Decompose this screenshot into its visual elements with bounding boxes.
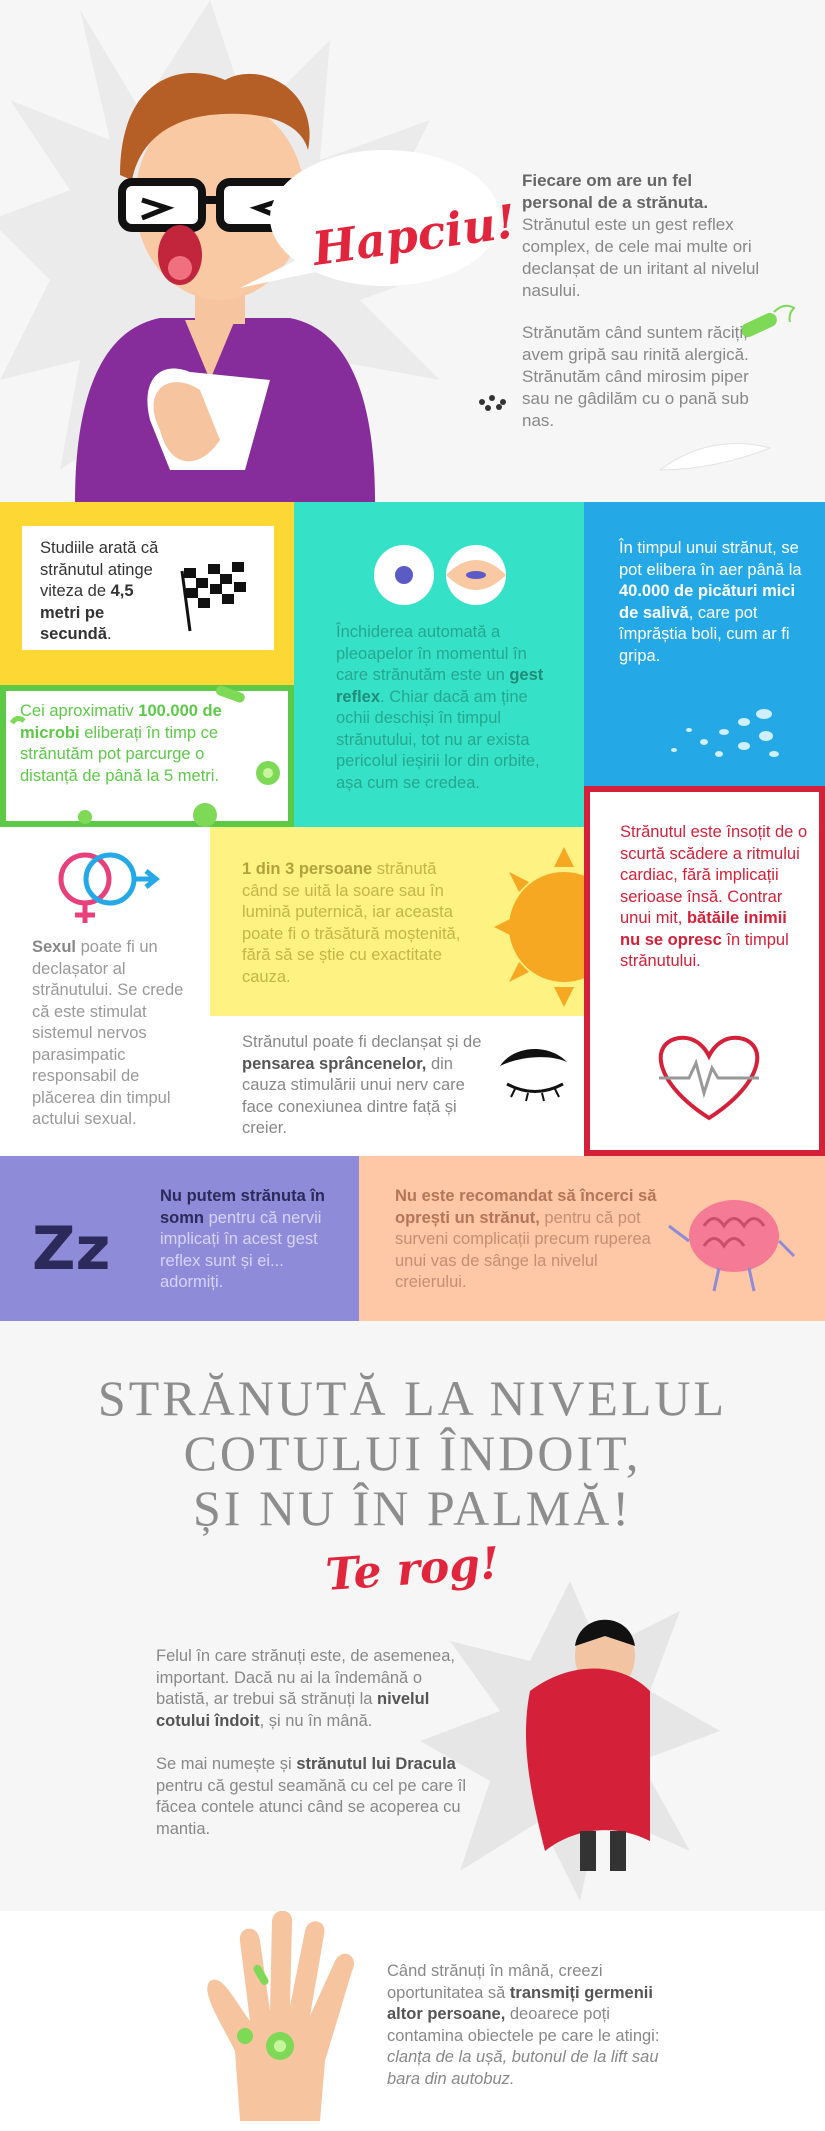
hero-section — [0, 0, 825, 502]
sneeze-exclamation: Hapciu! — [309, 194, 520, 276]
heart-text: Strănutul este însoțit de o scurtă scădere a ritmului cardiac, fără implicații serioase însă. Contrar unui mit, bătăile inimii nu se opresc în timpul strănutului. — [620, 823, 808, 970]
sex-text: Sexul poate fi un declașator al strănutului. Se crede că este stimulat sistemul nervos parasimpatic responsabil de plăcerea din timpul actului sexual. — [32, 938, 184, 1128]
elbow-section — [0, 1321, 825, 1911]
droplets-icon — [664, 702, 784, 762]
eyebrow-icon — [495, 1044, 575, 1104]
title-line-3: ȘI NU ÎN PALMĂ! — [192, 1480, 633, 1536]
intro-text — [522, 170, 762, 452]
speed-text: Studiile arată că strănutul atinge viteza de 4,5 metri pe secundă. — [40, 539, 159, 643]
saliva-card — [584, 502, 825, 786]
please-script: Te rog! — [324, 1538, 501, 1601]
microbe-icons — [0, 685, 294, 827]
eyebrows-text: Strănutul poate fi declanșat și de pensarea sprâncenelor, din cauza stimulării unui nerv care face conexiunea dintre față și creier. — [242, 1033, 482, 1137]
checkered-flag-icon — [172, 556, 252, 636]
hand-text: Când strănuți în mână, creezi oportunitatea să transmiți germenii altor persoane, deoarece poți contamina obiectele pe care le atingi: clanța de la ușă, butonul de la lift sau bara din autobuz. — [387, 1962, 660, 2088]
sleep-text: Nu putem strănuta în somn pentru că nervii implicați în acest gest reflex sunt și ei... adormiți. — [160, 1187, 326, 1291]
speed-card — [0, 502, 294, 685]
pepper-icon — [479, 395, 506, 411]
gender-symbols-icon — [50, 847, 170, 927]
hand-germs-illustration — [180, 1911, 400, 2121]
intro-paragraph-2: Strănutăm când suntem răciți, avem gripă sau rinită alergică. Strănutăm când mirosim piper sau ne gâdilăm cu o pană sub nas. — [522, 323, 749, 430]
sleep-zzz-icon: Zz — [32, 1214, 111, 1284]
dont-stop-card — [359, 1156, 825, 1321]
sex-card — [0, 827, 210, 1156]
title-line-1: STRĂNUTĂ LA NIVELUL — [97, 1370, 728, 1426]
sleep-card — [0, 1156, 359, 1321]
saliva-text: În timpul unui strănut, se pot elibera în aer până la 40.000 de picături mici de salivă, care pot împrăștia boli, cum ar fi gripa. — [619, 539, 802, 665]
sun-text: 1 din 3 persoane strănută când se uită la soare sau în lumină puternică, iar aceasta poate fi o trăsătură moștenită, fără să se știe cu exactitate cauza. — [242, 860, 461, 986]
microbes-text: Cei aproximativ 100.000 de microbi eliberați în timp ce strănutăm pot parcurge o distanță de până la 5 metri. — [20, 702, 222, 785]
heartbeat-icon — [654, 1028, 764, 1128]
brain-icon — [659, 1186, 799, 1296]
eyelids-text: Închiderea automată a pleoapelor în momentul în care strănutăm este un gest reflex. Chiar dacă am ține ochii deschiși în timpul strănutului, tot nu ar exista pericolul ieșirii lor din orbite, așa cum se credea. — [336, 623, 544, 792]
facts-grid — [0, 502, 825, 1156]
eyelids-card — [294, 502, 584, 827]
sleep-stop-band — [0, 1156, 825, 1321]
eyebrows-card — [210, 1016, 584, 1156]
sun-card — [210, 827, 584, 1016]
heart-card — [584, 786, 825, 1156]
sun-icon — [454, 827, 584, 1016]
intro-body: Strănutul este un gest reflex complex, de cele mai multe ori declanșat de un iritant al nivelul nasului. — [522, 215, 760, 300]
microbes-card — [0, 685, 294, 827]
elbow-text: Felul în care strănuți este, de asemenea, important. Dacă nu ai la îndemână o batistă, ar trebui să strănuți la nivelul cotului îndoit, și nu în mână. Se mai numește și strănutul lui Dracula pentru că gestul seamănă cu cel pe care îl făcea contele atunci când se acoperea cu mantia. — [156, 1647, 467, 1838]
dont-stop-text: Nu este recomandat să încerci să oprești un strănut, pentru că pot surveni complicații precum ruperea unui vas de sânge la nivelul creierului. — [395, 1187, 657, 1291]
hand-section — [0, 1911, 825, 2121]
eyes-icon — [372, 540, 512, 610]
intro-lead: Fiecare om are un fel personal de a strănuta. — [522, 171, 709, 212]
title-line-2: COTULUI ÎNDOIT, — [183, 1425, 642, 1481]
